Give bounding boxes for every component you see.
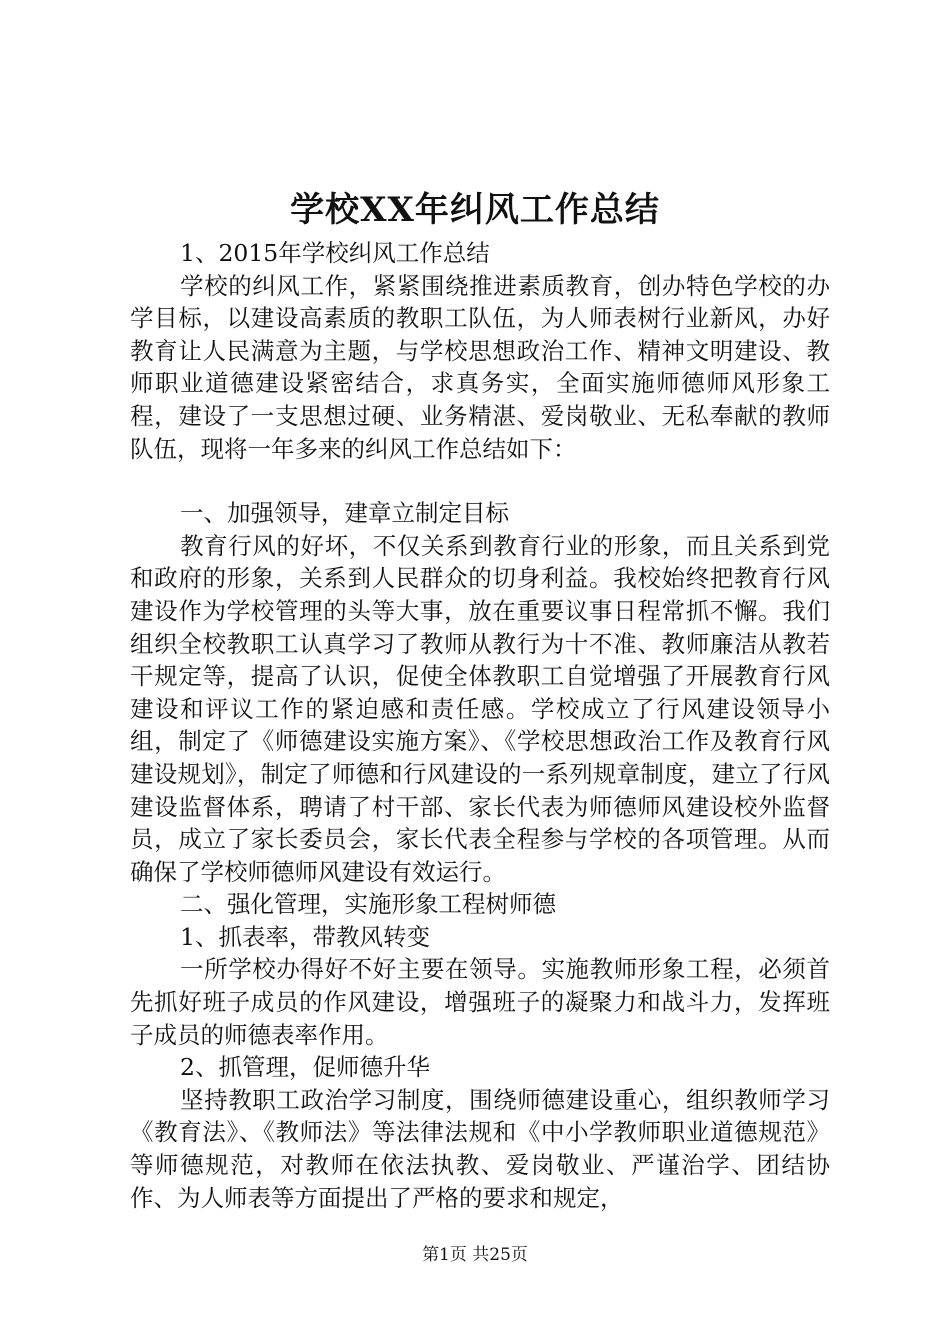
body-paragraph: 教育行风的好坏，不仅关系到教育行业的形象，而且关系到党和政府的形象，关系到人民群众的切身利益。我校始终把教育行风建设作为学校管理的头等大事，放在重要议事日程常抓不懈。我们组织全校教职工认真学习了教师从教行为十不准、教师廉洁从教若干规定等，提高了认识，促使全体教职工自觉增强了开展教育行风建设和评议工作的紧迫感和责任感。学校成立了行风建设领导小组，制定了《师德建设实施方案》、《学校思想政治工作及教育行风建设规划》，制定了师德和行风建设的一系列规章制度，建立了行风建设监督体系，聘请了村干部、家长代表为师德师风建设校外监督员，成立了家长委员会，家长代表全程参与学校的各项管理。从而确保了学校师德师风建设有效运行。 (130, 531, 830, 886)
section-heading: 一、加强领导，建章立制定目标 (180, 499, 509, 528)
document-title: 学校XX年纠风工作总结 (290, 190, 660, 230)
document-body (130, 237, 830, 1214)
subsection-heading: 1、抓表率，带教风转变 (180, 922, 430, 951)
subsection-heading: 2、抓管理，促师德升华 (180, 1053, 430, 1082)
body-paragraph: 一所学校办得好不好主要在领导。实施教师形象工程，必须首先抓好班子成员的作风建设，增强班子的凝聚力和战斗力，发挥班子成员的师德表率作用。 (130, 955, 830, 1049)
body-paragraph: 学校的纠风工作，紧紧围绕推进素质教育，创办特色学校的办学目标，以建设高素质的教职工队伍，为人师表树行业新风，办好教育让人民满意为主题，与学校思想政治工作、精神文明建设、教师职业道德建设紧密结合，求真务实，全面实施师德师风形象工程，建设了一支思想过硬、业务精湛、爱岗敬业、无私奉献的教师队伍，现将一年多来的纠风工作总结如下： (130, 271, 830, 463)
section-heading: 1、2015年学校纠风工作总结 (180, 239, 490, 267)
page-footer: 第1页 共25页 (422, 1245, 528, 1265)
section-heading: 二、强化管理，实施形象工程树师德 (180, 890, 556, 919)
body-paragraph: 坚持教职工政治学习制度，围绕师德建设重心，组织教师学习《教育法》、《教师法》等法律法规和《中小学教师职业道德规范》等师德规范，对教师在依法执教、爱岗敬业、严谨治学、团结协作、为人师表等方面提出了严格的要求和规定， (130, 1085, 830, 1212)
